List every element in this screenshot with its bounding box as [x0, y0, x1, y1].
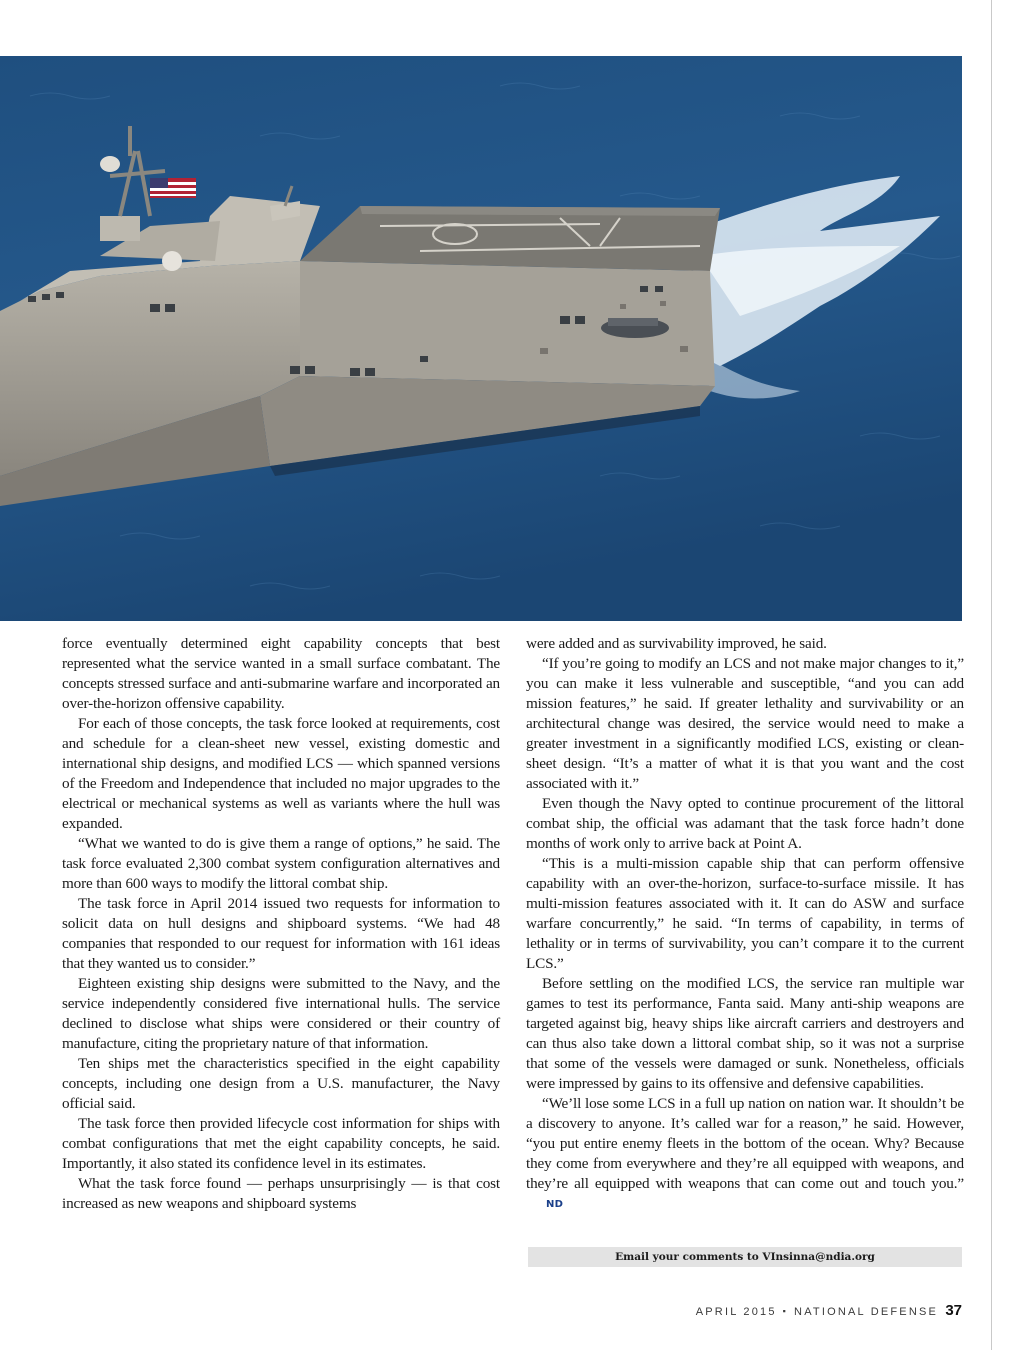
page-edge-rule — [991, 0, 992, 1350]
article-column-right — [526, 634, 964, 1215]
paragraph: “This is a multi-mission capable ship that can perform offensive capability with an over-the-horizon, surface-to-surface missile. It has multi-mission features associated with it. It can do ASW and surface warfare concurrently,” he said. “In terms of capability, in terms of lethality or in terms of survivability, you can’t compare it to the current LCS.” — [526, 855, 964, 972]
publication-name: NATIONAL DEFENSE — [794, 1306, 939, 1318]
last-paragraph-text: “We’ll lose some LCS in a full up nation on nation war. It shouldn’t be a discovery to anyone. It’s called war for a reason,” he said. However, “you put entire enemy fleets in the bottom of the ocean. Why? Because they come from everywhere and they’re all equipped with weapons, and they’re all equipped with weapons that can come out and touch you.” — [526, 1095, 964, 1192]
comments-email-box: Email your comments to VInsinna@ndia.org — [528, 1247, 962, 1267]
end-of-article-mark: ND — [546, 1199, 564, 1210]
paragraph: “If you’re going to modify an LCS and not make major changes to it,” you can make it less vulnerable and susceptible, “and you can add mission features,” he said. If greater lethality and survivability or an architectural change was desired, the service would need to make a greater investment in a significantly modified LCS, existing or clean-sheet design. “It’s a matter of what it is that you want and the cost associated with it.” — [526, 655, 964, 792]
paragraph: Eighteen existing ship designs were submitted to the Navy, and the service independently considered five international hulls. The service declined to disclose what ships were considered or their country of manufacture, citing the proprietary nature of that information. — [62, 975, 500, 1052]
page-number: 37 — [945, 1302, 962, 1319]
paragraph: For each of those concepts, the task force looked at requirements, cost and schedule for a clean-sheet new vessel, existing domestic and international ship designs, and modified LCS — which spanned versions of the Freedom and Independence that included no major upgrades to the electrical or mechanical systems as well as variants where the hull was expanded. — [62, 715, 500, 832]
rigid-hull-boat — [601, 318, 669, 338]
paragraph: What the task force found — perhaps unsurprisingly — is that cost increased as new weapons and shipboard systems — [62, 1175, 500, 1212]
issue-date: APRIL 2015 — [695, 1306, 777, 1318]
paragraph: “What we wanted to do is give them a range of options,” he said. The task force evaluated 2,300 combat system configuration alternatives and more than 600 ways to modify the littoral combat ship. — [62, 835, 500, 892]
paragraph: The task force in April 2014 issued two requests for information to solicit data on hull designs and shipboard systems. “We had 48 companies that responded to our request for information with 161 ideas that they wanted us to consider.” — [62, 895, 500, 972]
page-folio — [696, 1302, 962, 1319]
paragraph: The task force then provided lifecycle cost information for ships with combat configurations that met the eight capability concepts, he said. Importantly, it also stated its confidence level in its estimates. — [62, 1115, 500, 1172]
flag — [150, 178, 196, 198]
paragraph: Ten ships met the characteristics specified in the eight capability concepts, including one design from a U.S. manufacturer, the Navy official said. — [62, 1055, 500, 1112]
paragraph: force eventually determined eight capability concepts that best represented what the service wanted in a small surface combatant. The concepts stressed surface and anti-submarine warfare and incorporated an over-the-horizon offensive capability. — [62, 635, 500, 712]
paragraph: were added and as survivability improved, he said. — [526, 635, 827, 652]
folio-separator: ▪ — [782, 1306, 789, 1316]
paragraph: Before settling on the modified LCS, the service ran multiple war games to test its performance, Fanta said. Many anti-ship weapons are targeted against big, heavy ships like aircraft carriers and destroyers and can thus also take down a littoral combat ship, so it was not a surprise that some of the vessels were damaged or sunk. Nonetheless, officials were impressed by gains to its offensive and defensive capabilities. — [526, 975, 964, 1092]
article-column-left — [62, 634, 500, 1214]
ship-photo — [0, 56, 962, 621]
flight-deck — [300, 206, 720, 271]
paragraph: Even though the Navy opted to continue procurement of the littoral combat ship, the official was adamant that the task force hadn’t done months of work only to arrive back at Point A. — [526, 795, 964, 852]
last-paragraph — [526, 1094, 964, 1215]
